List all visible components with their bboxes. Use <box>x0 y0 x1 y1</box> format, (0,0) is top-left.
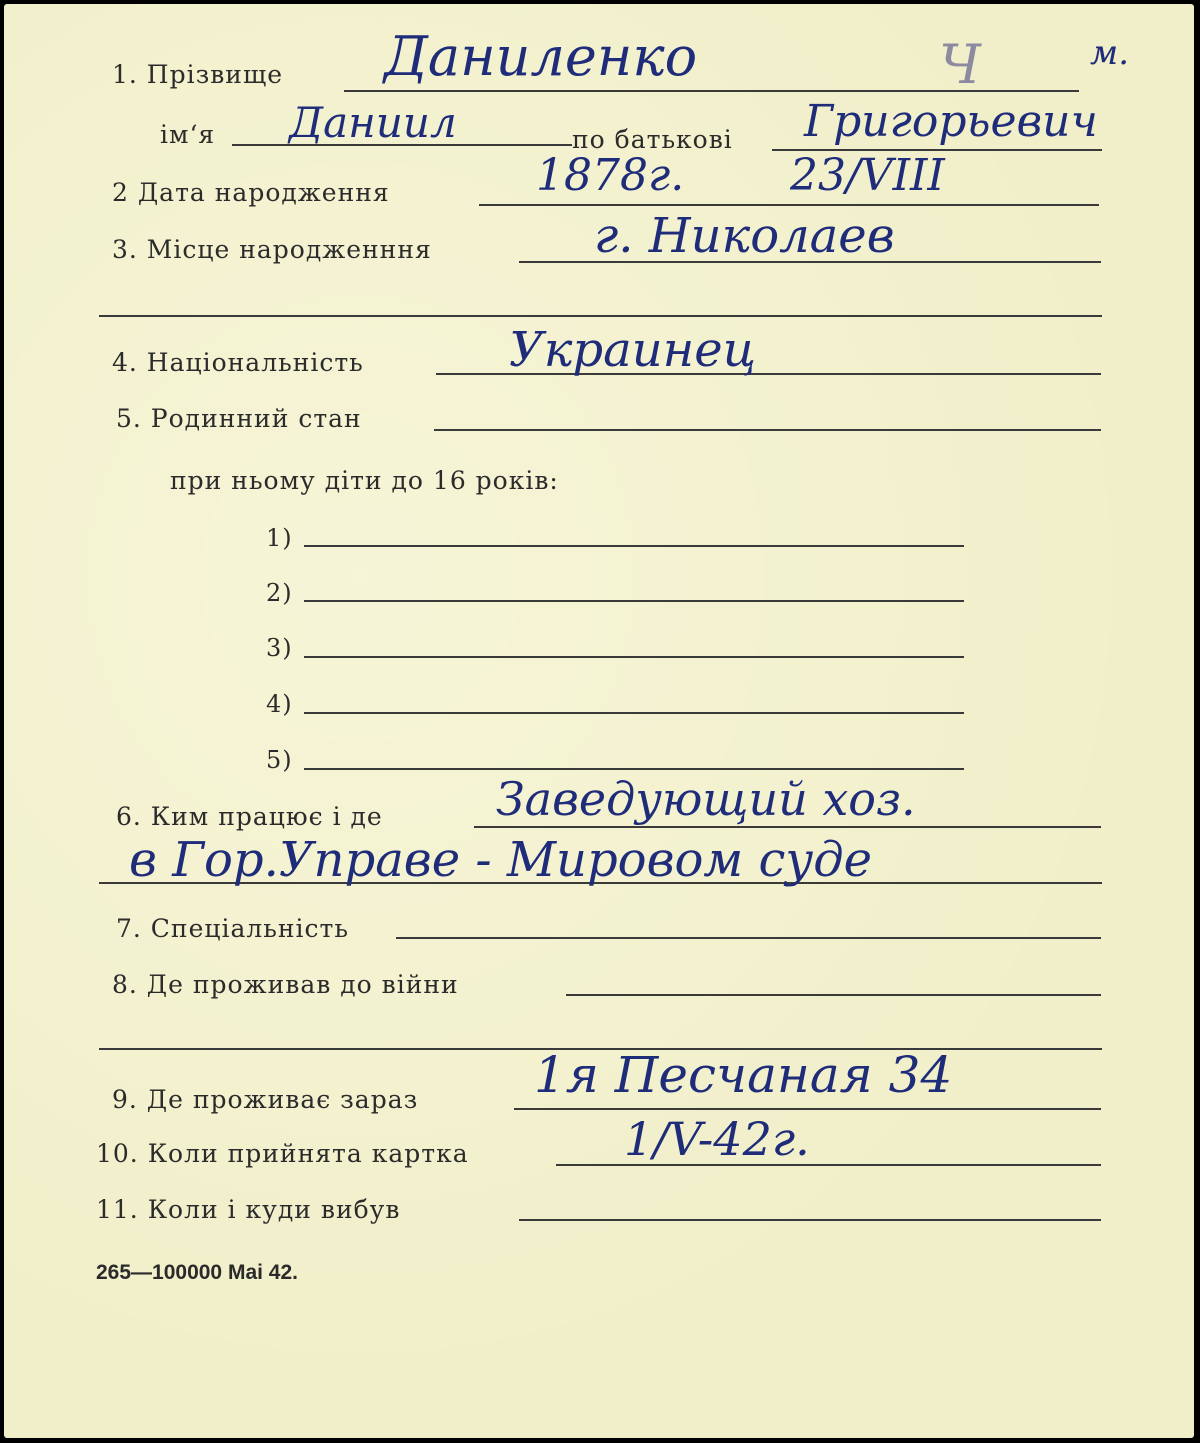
field-marital-status-label: 5. Родинний стан <box>116 404 362 433</box>
registration-card <box>4 4 1194 1438</box>
handwritten-current-address: 1я Песчаная 34 <box>534 1046 953 1104</box>
field-marital-status-line <box>434 429 1101 431</box>
child-3-line <box>304 656 964 658</box>
handwritten-card-date: 1/V-42г. <box>624 1112 810 1166</box>
child-5-line <box>304 768 964 770</box>
print-imprint: 265—100000 Mai 42. <box>96 1261 298 1284</box>
field-occupation-label: 6. Ким працює і де <box>116 802 383 831</box>
handwritten-nationality: Украинец <box>509 322 757 378</box>
field-speciality-line <box>396 937 1101 939</box>
field-surname-label: 1. Прізвище <box>112 60 284 89</box>
field-speciality-label: 7. Спеціальність <box>116 914 349 943</box>
field-first-name-label: ім‘я <box>160 120 216 149</box>
handwritten-corner-mark: м. <box>1090 33 1129 73</box>
field-children-label: при ньому діти до 16 років: <box>170 466 559 495</box>
field-nationality-label: 4. Національність <box>112 348 364 377</box>
field-departure-label: 11. Коли і куди вибув <box>96 1195 401 1224</box>
handwritten-birthplace: г. Николаев <box>594 208 895 264</box>
child-1-line <box>304 545 964 547</box>
child-2-number: 2) <box>266 579 293 607</box>
field-patronymic-label: по батькові <box>572 125 733 154</box>
field-occupation-line <box>474 826 1101 828</box>
child-2-line <box>304 600 964 602</box>
field-birthplace-line-2 <box>99 315 1102 317</box>
handwritten-occupation-1: Заведующий хоз. <box>496 772 916 826</box>
field-current-address-label: 9. Де проживає зараз <box>112 1085 419 1114</box>
child-4-number: 4) <box>266 690 293 718</box>
handwritten-birth-day: 23/VIII <box>790 150 945 201</box>
field-birthplace-label: 3. Місце народженння <box>112 235 432 264</box>
handwritten-occupation-2: в Гор.Управе - Мировом суде <box>129 832 873 888</box>
handwritten-surname: Даниленко <box>384 25 698 88</box>
handwritten-birth-year: 1878г. <box>536 150 685 201</box>
field-prewar-residence-label: 8. Де проживав до війни <box>112 970 459 999</box>
handwritten-patronymic: Григорьевич <box>804 96 1098 147</box>
field-current-address-line <box>514 1108 1101 1110</box>
field-prewar-residence-line <box>566 994 1101 996</box>
field-birth-date-label: 2 Дата народження <box>112 178 390 207</box>
child-3-number: 3) <box>266 634 293 662</box>
child-1-number: 1) <box>266 524 293 552</box>
child-5-number: 5) <box>266 746 293 774</box>
field-birth-date-line <box>479 204 1099 206</box>
field-departure-line <box>519 1219 1101 1221</box>
handwritten-surname-mark: Ч <box>939 33 981 96</box>
child-4-line <box>304 712 964 714</box>
handwritten-first-name: Даниил <box>289 98 457 147</box>
field-card-date-label: 10. Коли прийнята картка <box>96 1139 469 1168</box>
